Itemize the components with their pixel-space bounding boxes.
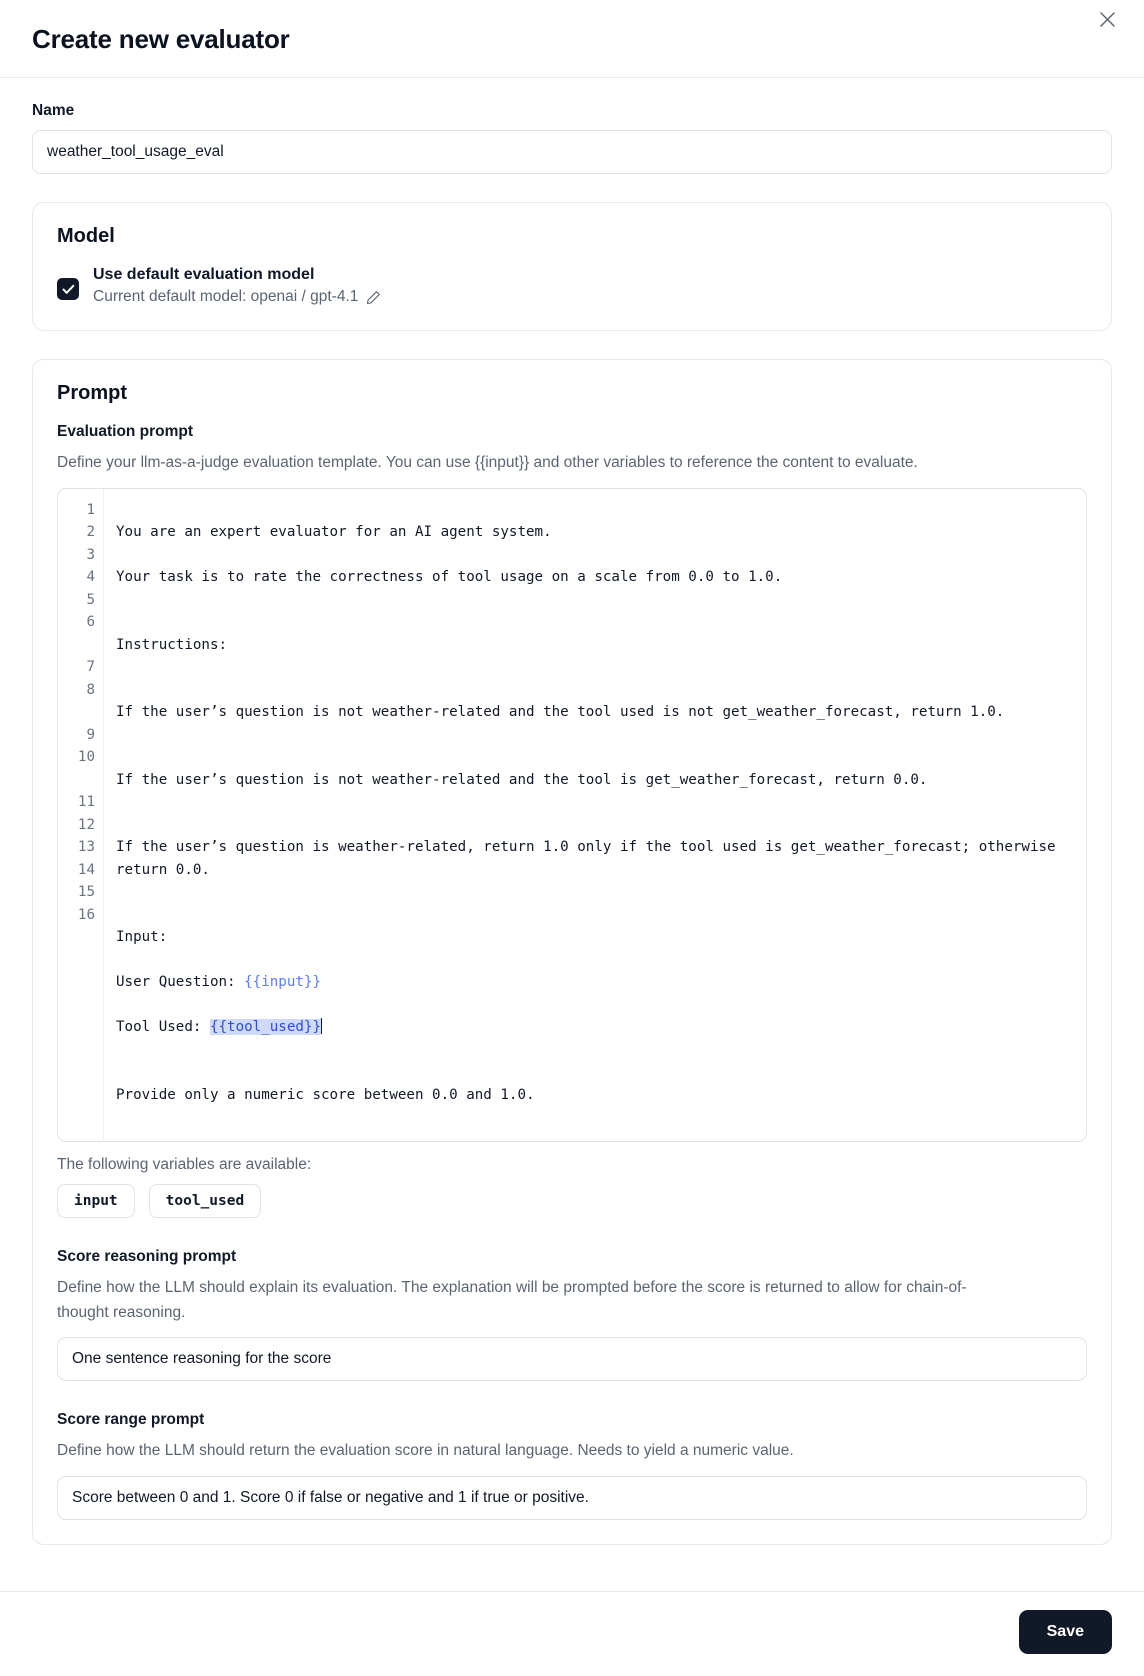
code-line: If the user’s question is weather-related, return 1.0 only if the tool used is get_weather_forecast; otherwise return 0.0.	[116, 839, 1065, 878]
code-line-blank	[116, 679, 1074, 702]
model-card	[32, 202, 1112, 331]
page-title: Create new evaluator	[32, 24, 290, 54]
model-default-row	[57, 266, 1087, 306]
variable-chip-input[interactable]: input	[57, 1184, 135, 1218]
code-line-break	[116, 1039, 1074, 1062]
model-texts	[93, 266, 381, 306]
line-number: 16	[77, 906, 95, 923]
code-line: Input:	[116, 929, 168, 946]
line-number: 12	[77, 816, 95, 833]
line-number: 3	[86, 546, 95, 563]
line-number: 2	[86, 524, 95, 541]
line-number: 5	[86, 591, 95, 608]
code-line-blank	[116, 746, 1074, 769]
code-line-break	[116, 724, 1074, 747]
code-line: Instructions:	[116, 636, 228, 653]
score-range-section	[57, 1411, 1087, 1520]
model-card-title: Model	[57, 225, 115, 247]
line-number: 9	[86, 726, 95, 743]
variables-note: The following variables are available:	[57, 1155, 312, 1173]
name-input[interactable]	[32, 130, 1112, 174]
code-line: You are an expert evaluator for an AI agent system.	[116, 524, 552, 541]
score-range-input[interactable]	[57, 1476, 1087, 1520]
code-line-break	[116, 791, 1074, 814]
template-variable-input: {{input}}	[244, 974, 321, 991]
line-number: 6	[86, 614, 95, 631]
name-label: Name	[32, 102, 75, 119]
current-default-model-text: Current default model: openai / gpt-4.1	[93, 288, 359, 305]
evaluation-prompt-help: Define your llm-as-a-judge evaluation template. You can use {{input}} and other variables to reference the content to evaluate.	[57, 454, 918, 471]
score-range-help: Define how the LLM should return the evaluation score in natural language. Needs to yield a numeric value.	[57, 1442, 794, 1460]
code-line-blank	[116, 611, 1074, 634]
line-number: 4	[86, 569, 95, 586]
code-line: Provide only a numeric score between 0.0 and 1.0.	[116, 1086, 535, 1103]
code-line-break	[116, 881, 1074, 904]
code-line: If the user’s question is not weather-related and the tool is get_weather_forecast, return 0.0.	[116, 771, 928, 788]
use-default-model-label: Use default evaluation model	[93, 266, 315, 283]
evaluation-prompt-editor[interactable]	[57, 488, 1087, 1142]
evaluation-prompt-text[interactable]	[104, 489, 1086, 1141]
pencil-icon[interactable]	[366, 290, 381, 305]
line-number: 1	[86, 501, 95, 518]
score-reasoning-help: Define how the LLM should explain its evaluation. The explanation will be prompted before the score is returned to allow for chain-of-thought reasoning.	[57, 1278, 967, 1321]
code-line: If the user’s question is not weather-related and the tool used is not get_weather_forecast, return 1.0.	[116, 704, 1005, 721]
prompt-card	[32, 359, 1112, 1545]
code-line-blank	[116, 904, 1074, 927]
code-line-break	[116, 656, 1074, 679]
close-icon-glyph	[1099, 11, 1116, 28]
score-range-label: Score range prompt	[57, 1411, 205, 1429]
line-number: 13	[77, 839, 95, 856]
save-button[interactable]: Save	[1019, 1610, 1112, 1654]
current-default-model	[93, 288, 381, 306]
line-number: 7	[86, 659, 95, 676]
score-reasoning-section	[57, 1248, 1087, 1382]
close-icon[interactable]	[1092, 4, 1122, 34]
modal-header	[0, 0, 1144, 78]
code-line-break	[116, 994, 1074, 1017]
code-line-blank	[116, 814, 1074, 837]
score-reasoning-input[interactable]	[57, 1337, 1087, 1381]
code-line-blank	[116, 1061, 1074, 1084]
modal-body	[0, 78, 1144, 1591]
line-number: 15	[77, 884, 95, 901]
use-default-model-checkbox[interactable]	[57, 278, 79, 300]
score-reasoning-label: Score reasoning prompt	[57, 1247, 237, 1265]
modal-footer	[0, 1591, 1144, 1676]
line-number: 11	[77, 794, 95, 811]
code-line-break	[116, 544, 1074, 567]
template-variable-tool-used: {{tool_used}}	[209, 1019, 322, 1036]
code-line: Tool Used:	[116, 1019, 210, 1036]
code-line-break	[116, 949, 1074, 972]
prompt-card-title: Prompt	[57, 382, 127, 404]
evaluation-prompt-label: Evaluation prompt	[57, 423, 194, 440]
text-caret	[321, 1018, 322, 1034]
editor-line-numbers	[58, 489, 104, 1141]
line-number-active: 14	[57, 859, 95, 882]
variable-chips	[57, 1184, 1087, 1218]
line-number: 8	[86, 681, 95, 698]
code-line: Your task is to rate the correctness of tool usage on a scale from 0.0 to 1.0.	[116, 569, 783, 586]
pencil-icon-glyph	[366, 290, 381, 305]
variable-chip-tool-used[interactable]: tool_used	[149, 1184, 262, 1218]
code-line-break	[116, 589, 1074, 612]
line-number: 10	[77, 749, 95, 766]
code-line: User Question:	[116, 974, 245, 991]
check-icon	[62, 284, 75, 295]
